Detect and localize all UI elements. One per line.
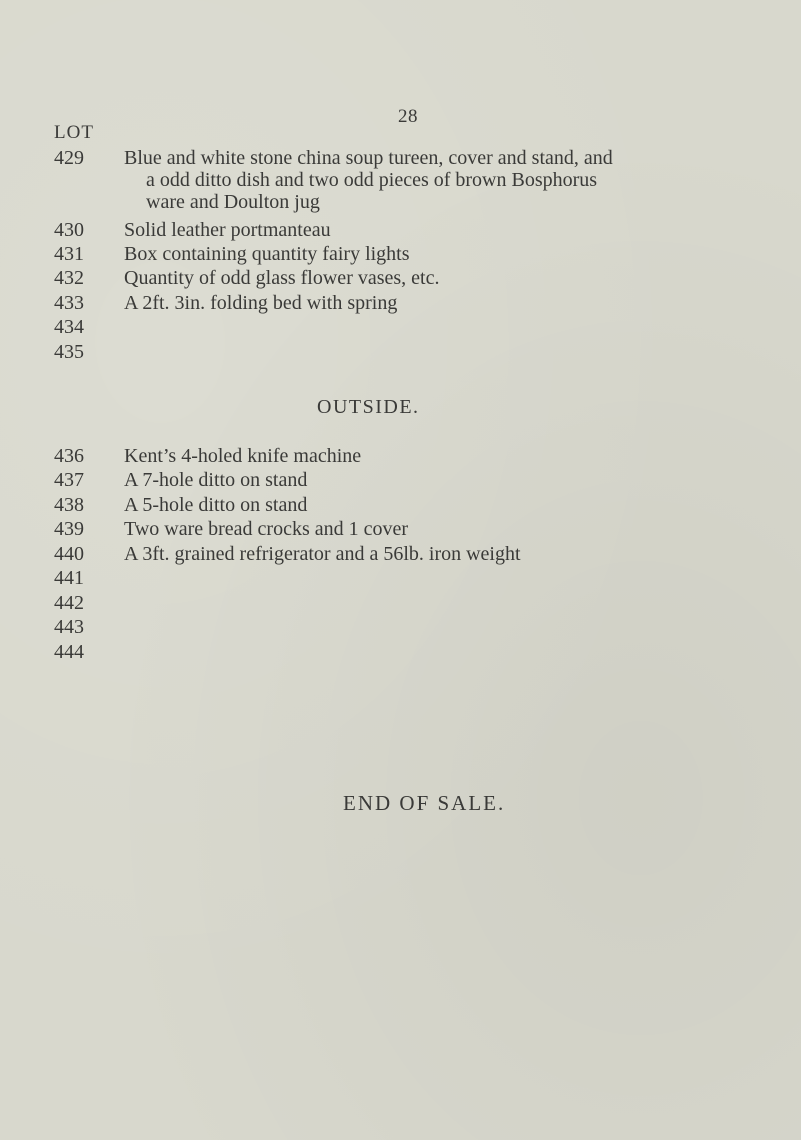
lot-description: A 2ft. 3in. folding bed with spring bbox=[124, 292, 398, 314]
lot-number: 443 bbox=[54, 616, 84, 638]
lot-number: 438 bbox=[54, 494, 84, 516]
lot-number: 432 bbox=[54, 267, 84, 289]
lot-number: 441 bbox=[54, 567, 84, 589]
lot-number: 437 bbox=[54, 469, 84, 491]
lot-description: Quantity of odd glass flower vases, etc. bbox=[124, 267, 440, 289]
lot-description: Solid leather portmanteau bbox=[124, 219, 331, 241]
lot-description-line: a odd ditto dish and two odd pieces of brown Bosphorus bbox=[146, 169, 598, 191]
lot-number: 429 bbox=[54, 147, 84, 169]
lot-number: 434 bbox=[54, 316, 84, 338]
section-heading-outside: OUTSIDE. bbox=[317, 396, 420, 418]
lot-number: 442 bbox=[54, 592, 84, 614]
lot-description: A 3ft. grained refrigerator and a 56lb. iron weight bbox=[124, 543, 521, 565]
lot-number: 431 bbox=[54, 243, 84, 265]
lot-number: 444 bbox=[54, 641, 84, 663]
end-of-sale-text: END OF SALE. bbox=[343, 791, 506, 815]
lot-description-line: ware and Doulton jug bbox=[146, 191, 320, 213]
lot-number: 436 bbox=[54, 445, 84, 467]
page-number: 28 bbox=[398, 106, 418, 127]
lot-description: Box containing quantity fairy lights bbox=[124, 243, 410, 265]
lot-column-header: LOT bbox=[54, 122, 94, 143]
lot-number: 430 bbox=[54, 219, 84, 241]
lot-description-line: Blue and white stone china soup tureen, cover and stand, and bbox=[124, 147, 613, 169]
lot-number: 440 bbox=[54, 543, 84, 565]
lot-number: 433 bbox=[54, 292, 84, 314]
lot-description: Two ware bread crocks and 1 cover bbox=[124, 518, 409, 540]
lot-description: A 7-hole ditto on stand bbox=[124, 469, 308, 491]
lot-description: Kent’s 4-holed knife machine bbox=[124, 445, 362, 467]
lot-description: A 5-hole ditto on stand bbox=[124, 494, 308, 516]
lot-description bbox=[124, 147, 764, 213]
lot-number: 439 bbox=[54, 518, 84, 540]
lot-number: 435 bbox=[54, 341, 84, 363]
